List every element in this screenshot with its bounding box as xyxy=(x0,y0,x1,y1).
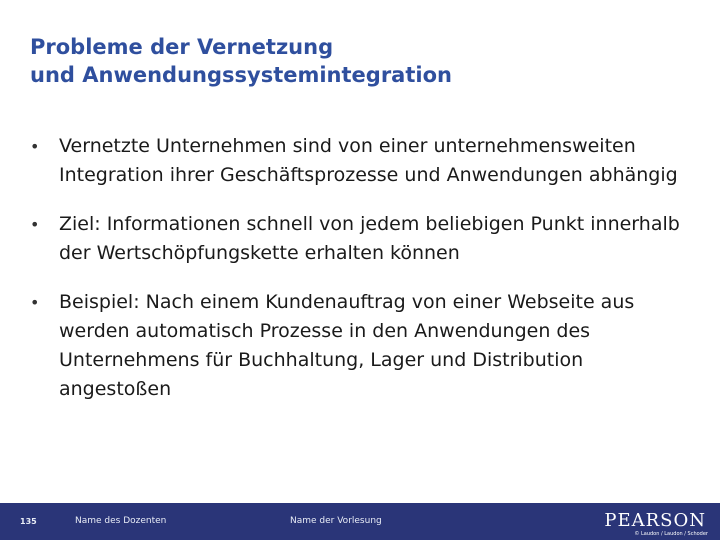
slide-title xyxy=(30,33,690,89)
slide-title-line-1: Probleme der Vernetzung xyxy=(30,35,334,59)
presenter-name: Name des Dozenten xyxy=(75,516,167,526)
bullet-item xyxy=(30,288,690,404)
bullet-marker: • xyxy=(30,215,40,234)
bullet-marker: • xyxy=(30,293,40,312)
bullet-item xyxy=(30,210,690,268)
lecture-name: Name der Vorlesung xyxy=(290,516,382,526)
publisher-logo: PEARSON xyxy=(604,510,706,531)
bullet-marker: • xyxy=(30,137,40,156)
page-number: 135 xyxy=(20,517,37,526)
bullet-text: Beispiel: Nach einem Kundenauftrag von einer Webseite aus werden automatisch Prozesse in den Anwendungen des Unternehmens für Buchhaltung, Lager und Distribution angestoßen xyxy=(59,291,635,400)
bullet-list xyxy=(30,132,690,424)
slide-title-line-2: und Anwendungssystemintegration xyxy=(30,63,452,87)
bullet-text: Vernetzte Unternehmen sind von einer unternehmensweiten Integration ihrer Geschäftsprozesse und Anwendungen abhängig xyxy=(59,135,678,186)
bullet-item xyxy=(30,132,690,190)
footer-bar xyxy=(0,503,720,540)
bullet-text: Ziel: Informationen schnell von jedem beliebigen Punkt innerhalb der Wertschöpfungskette erhalten können xyxy=(59,213,680,264)
copyright-notice: © Laudon / Laudon / Schoder xyxy=(634,531,708,537)
